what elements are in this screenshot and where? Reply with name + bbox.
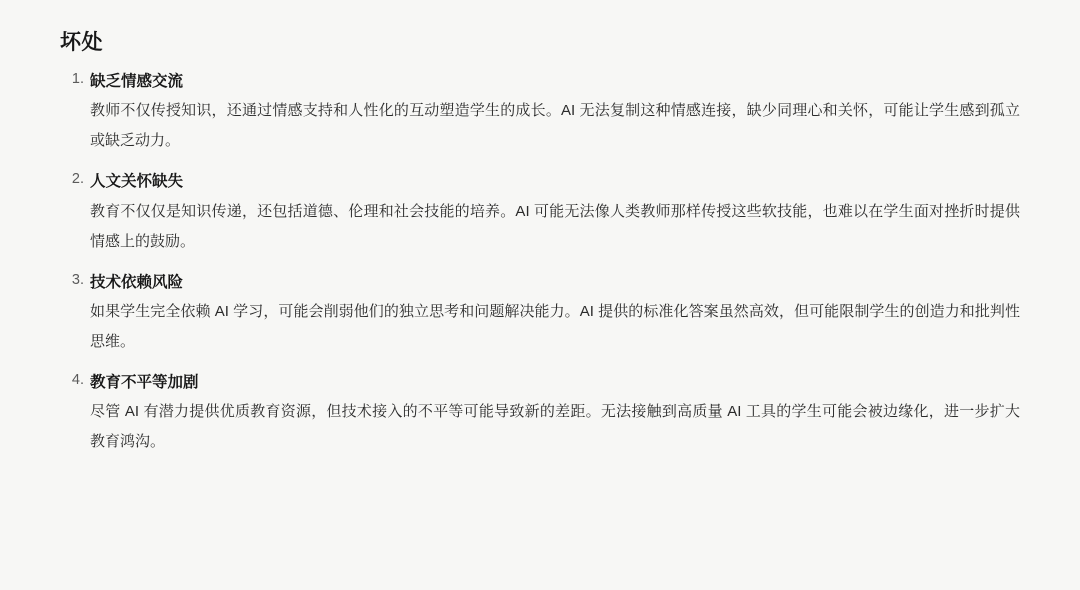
list-item [60, 371, 1020, 457]
list-item-body: 如果学生完全依赖 AI 学习，可能会削弱他们的独立思考和问题解决能力。AI 提供的标准化答案虽然高效，但可能限制学生的创造力和批判性思维。 [90, 302, 1020, 350]
list-item-body: 教师不仅传授知识，还通过情感支持和人性化的互动塑造学生的成长。AI 无法复制这种情感连接，缺少同理心和关怀，可能让学生感到孤立或缺乏动力。 [90, 102, 1020, 150]
page-title: 坏处 [60, 31, 103, 54]
list-item-heading: 教育不平等加剧 [90, 373, 199, 391]
list-item-body: 尽管 AI 有潜力提供优质教育资源，但技术接入的不平等可能导致新的差距。无法接触到高质量 AI 工具的学生可能会被边缘化，进一步扩大教育鸿沟。 [90, 403, 1020, 450]
list-item-heading: 人文关怀缺失 [90, 173, 184, 191]
list-item-body: 教育不仅仅是知识传递，还包括道德、伦理和社会技能的培养。AI 可能无法像人类教师那样传授这些软技能，也难以在学生面对挫折时提供情感上的鼓励。 [90, 202, 1020, 250]
list-item [60, 70, 1020, 156]
drawbacks-list [60, 70, 1020, 457]
list-item [60, 271, 1020, 357]
list-item [60, 170, 1020, 256]
list-item-heading: 缺乏情感交流 [90, 73, 184, 90]
list-item-heading: 技术依赖风险 [90, 273, 184, 291]
